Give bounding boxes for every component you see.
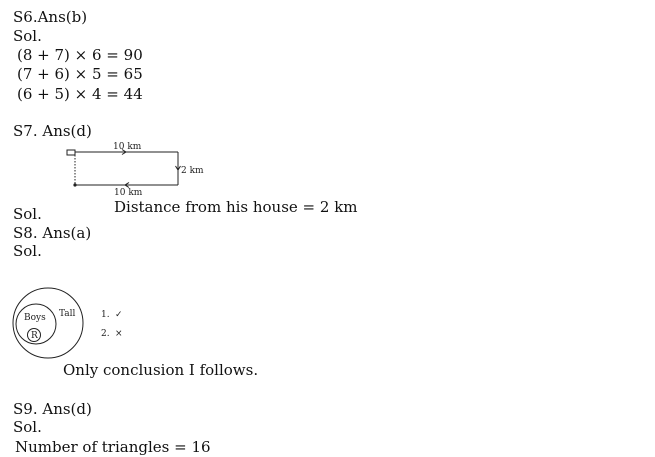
right-distance-label: 2 km (181, 166, 204, 176)
r-label: R (31, 331, 38, 341)
s6-sol-label: Sol. (13, 27, 42, 45)
s8-result: Only conclusion I follows. (63, 361, 259, 379)
tall-circle (13, 288, 83, 358)
conclusion-2-number: 2. (101, 329, 110, 339)
conclusion-1-number: 1. (101, 310, 110, 320)
s6-line-2: (7 + 6) × 5 = 65 (17, 65, 143, 83)
s8-heading: S8. Ans(a) (13, 224, 92, 242)
check-icon: ✓ (115, 310, 123, 320)
boys-label: Boys (24, 313, 46, 323)
s9-sol-label: Sol. (13, 418, 42, 436)
s6-line-1: (8 + 7) × 6 = 90 (17, 46, 143, 64)
s7-distance-text: Distance from his house = 2 km (114, 198, 358, 216)
s7-sol-label: Sol. (13, 205, 42, 223)
s9-heading: S9. Ans(d) (13, 400, 92, 418)
bottom-distance-label: 10 km (114, 188, 143, 198)
s6-line-3: (6 + 5) × 4 = 44 (17, 85, 143, 103)
tall-label: Tall (59, 309, 76, 319)
cross-icon: × (115, 329, 123, 339)
s9-result: Number of triangles = 16 (15, 438, 211, 456)
top-distance-label: 10 km (113, 142, 142, 152)
s7-heading: S7. Ans(d) (13, 122, 92, 140)
s6-heading: S6.Ans(b) (13, 8, 88, 26)
s8-sol-label: Sol. (13, 242, 42, 260)
